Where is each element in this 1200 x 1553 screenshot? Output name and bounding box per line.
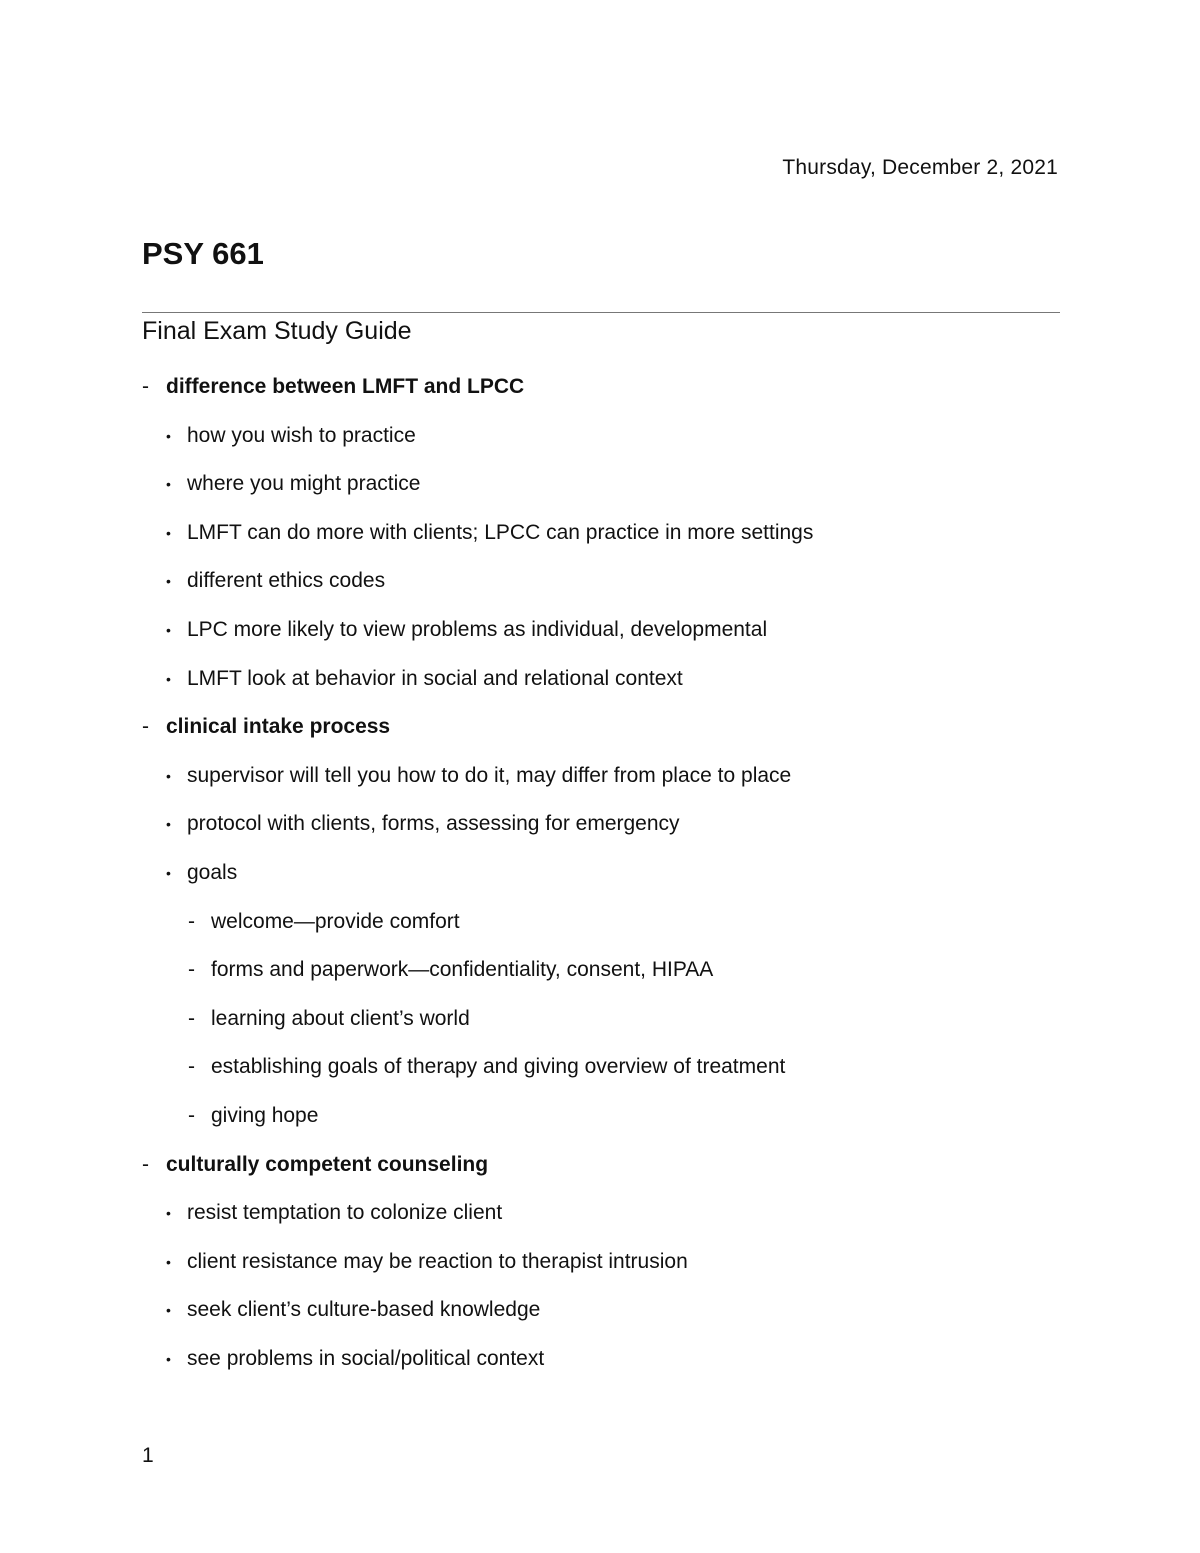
list-item bbox=[142, 1291, 1072, 1340]
dash-marker: - bbox=[142, 715, 149, 739]
bullet-marker: • bbox=[166, 864, 171, 881]
list-item bbox=[142, 611, 1072, 660]
page-number: 1 bbox=[142, 1444, 154, 1467]
section-heading-text: difference between LMFT and LPCC bbox=[166, 375, 525, 398]
list-item bbox=[142, 1243, 1072, 1292]
section-heading bbox=[142, 368, 1072, 417]
study-guide-outline bbox=[142, 368, 1072, 1388]
list-item bbox=[142, 854, 1072, 903]
list-item-text: how you wish to practice bbox=[187, 423, 416, 447]
list-item bbox=[142, 757, 1072, 806]
list-item bbox=[142, 514, 1072, 563]
list-item bbox=[142, 465, 1072, 514]
list-item-text: resist temptation to colonize client bbox=[187, 1201, 503, 1225]
list-item-text: different ethics codes bbox=[187, 569, 386, 593]
title-divider bbox=[142, 312, 1060, 313]
dash-marker: - bbox=[188, 909, 195, 933]
bullet-marker: • bbox=[166, 573, 171, 590]
list-item bbox=[142, 417, 1072, 466]
list-item-text: LMFT look at behavior in social and relational context bbox=[187, 666, 683, 690]
list-item-text: protocol with clients, forms, assessing for emergency bbox=[187, 812, 680, 836]
list-item-text: LMFT can do more with clients; LPCC can practice in more settings bbox=[187, 520, 814, 544]
sub-list-item-text: learning about client’s world bbox=[211, 1006, 470, 1030]
sub-list-item bbox=[142, 1097, 1072, 1146]
guide-subtitle: Final Exam Study Guide bbox=[142, 317, 412, 345]
dash-marker: - bbox=[188, 1006, 195, 1030]
list-item bbox=[142, 660, 1072, 709]
list-item-text: see problems in social/political context bbox=[187, 1346, 545, 1370]
section-heading-text: clinical intake process bbox=[166, 715, 391, 739]
sub-list-item bbox=[142, 951, 1072, 1000]
sub-list-item bbox=[142, 903, 1072, 952]
dash-marker: - bbox=[188, 1103, 195, 1127]
bullet-marker: • bbox=[166, 1205, 171, 1222]
list-item-text: where you might practice bbox=[187, 472, 421, 496]
course-title: PSY 661 bbox=[142, 236, 264, 271]
dash-marker: - bbox=[188, 958, 195, 982]
bullet-marker: • bbox=[166, 1302, 171, 1319]
sub-list-item-text: welcome—provide comfort bbox=[211, 909, 460, 933]
bullet-marker: • bbox=[166, 476, 171, 493]
section-heading-text: culturally competent counseling bbox=[166, 1152, 489, 1176]
bullet-marker: • bbox=[166, 1350, 171, 1367]
section-heading bbox=[142, 1146, 1072, 1195]
sub-list-item bbox=[142, 1048, 1072, 1097]
dash-marker: - bbox=[142, 1152, 149, 1176]
bullet-marker: • bbox=[166, 1253, 171, 1270]
bullet-marker: • bbox=[166, 670, 171, 687]
dash-marker: - bbox=[188, 1055, 195, 1079]
section-heading bbox=[142, 708, 1072, 757]
list-item-text: seek client’s culture-based knowledge bbox=[187, 1298, 541, 1322]
bullet-marker: • bbox=[166, 816, 171, 833]
bullet-marker: • bbox=[166, 524, 171, 541]
list-item bbox=[142, 1340, 1072, 1389]
document-date: Thursday, December 2, 2021 bbox=[782, 156, 1058, 179]
sub-list-item bbox=[142, 1000, 1072, 1049]
bullet-marker: • bbox=[166, 767, 171, 784]
list-item-text: client resistance may be reaction to therapist intrusion bbox=[187, 1249, 688, 1273]
list-item-text: supervisor will tell you how to do it, may differ from place to place bbox=[187, 763, 792, 787]
sub-list-item-text: forms and paperwork—confidentiality, consent, HIPAA bbox=[211, 958, 714, 982]
list-item bbox=[142, 1194, 1072, 1243]
list-item-text: goals bbox=[187, 860, 238, 884]
list-item bbox=[142, 805, 1072, 854]
sub-list-item-text: establishing goals of therapy and giving overview of treatment bbox=[211, 1055, 786, 1079]
sub-list-item-text: giving hope bbox=[211, 1103, 319, 1127]
dash-marker: - bbox=[142, 375, 149, 398]
bullet-marker: • bbox=[166, 621, 171, 638]
list-item-text: LPC more likely to view problems as individual, developmental bbox=[187, 617, 768, 641]
list-item bbox=[142, 562, 1072, 611]
bullet-marker: • bbox=[166, 427, 171, 444]
